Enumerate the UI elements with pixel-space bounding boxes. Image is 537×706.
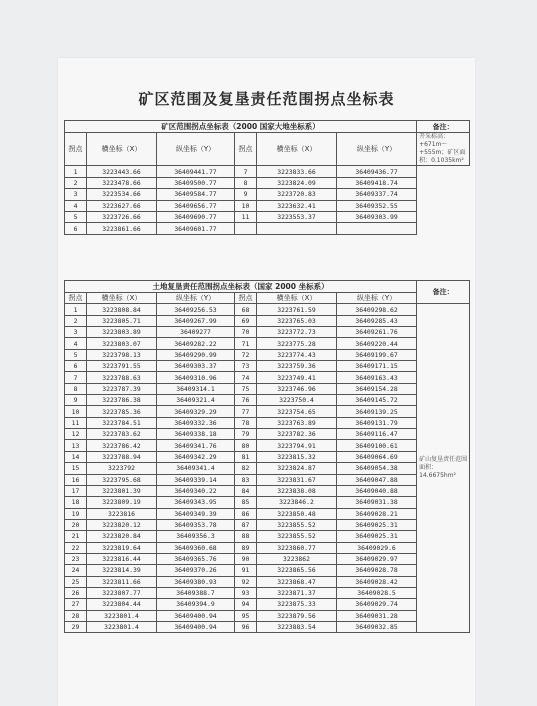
table-cell: 3223860.77 — [257, 542, 337, 553]
table-row — [65, 417, 470, 428]
table-cell: 94 — [235, 599, 257, 610]
table-cell: 13 — [65, 440, 87, 451]
table-cell: 3223746.96 — [257, 383, 337, 394]
table-cell: 3223759.36 — [257, 361, 337, 372]
table-cell: 78 — [235, 417, 257, 428]
table-cell: 3223774.43 — [257, 349, 337, 360]
table-cell: 36409277 — [157, 327, 235, 338]
table-cell: 3223794.91 — [257, 440, 337, 451]
table-cell: 36409261.76 — [337, 327, 417, 338]
table-cell: 3223801.4 — [87, 610, 157, 621]
table-cell: 36409388.7 — [157, 587, 235, 598]
table-cell: 4 — [65, 338, 87, 349]
column-header: 纵坐标（Y） — [337, 293, 417, 304]
table-cell: 3223831.67 — [257, 474, 337, 485]
table-cell: 36409329.29 — [157, 406, 235, 417]
table-cell: 3223824.87 — [257, 463, 337, 474]
table-cell: 3223720.83 — [257, 189, 337, 200]
table-cell: 79 — [235, 429, 257, 440]
reclamation-coordinates-table — [64, 280, 470, 633]
table-cell: 3223824.09 — [257, 177, 337, 188]
table-cell: 3223807.77 — [87, 587, 157, 598]
column-header: 横坐标（X） — [87, 133, 157, 166]
table-cell: 36409332.36 — [157, 417, 235, 428]
table-row — [65, 349, 470, 360]
table-cell: 3223875.33 — [257, 599, 337, 610]
table-cell: 3223805.71 — [87, 315, 157, 326]
table-cell: 3223443.66 — [87, 166, 157, 177]
table-cell: 36409303.37 — [157, 361, 235, 372]
table-cell: 36409338.18 — [157, 429, 235, 440]
table-cell: 3223786.38 — [87, 395, 157, 406]
column-header: 拐点 — [235, 293, 257, 304]
table-row — [65, 587, 470, 598]
table-cell: 11 — [65, 417, 87, 428]
table-cell: 16 — [65, 474, 87, 485]
table-cell: 76 — [235, 395, 257, 406]
column-header: 拐点 — [235, 133, 257, 166]
table-cell: 36409163.43 — [337, 372, 417, 383]
table-cell: 3223816.44 — [87, 553, 157, 564]
table-cell: 36409353.78 — [157, 519, 235, 530]
table-cell: 9 — [65, 395, 87, 406]
document-page — [58, 58, 475, 706]
table-cell — [337, 223, 417, 234]
column-header: 拐点 — [65, 293, 87, 304]
table-cell: 36409303.99 — [337, 211, 417, 222]
table-cell: 3223820.84 — [87, 531, 157, 542]
table-cell: 8 — [235, 177, 257, 188]
table-cell: 3223788.63 — [87, 372, 157, 383]
table-cell: 3223792 — [87, 463, 157, 474]
table-cell: 36409400.94 — [157, 621, 235, 632]
table-row — [65, 610, 470, 621]
table-row — [65, 531, 470, 542]
table-cell: 3223855.52 — [257, 519, 337, 530]
table-cell: 3 — [65, 327, 87, 338]
table-cell: 3223838.08 — [257, 485, 337, 496]
table-cell: 21 — [65, 531, 87, 542]
table-cell: 36409285.43 — [337, 315, 417, 326]
page-title: 矿区范围及复垦责任范围拐点坐标表 — [138, 90, 395, 108]
table-cell: 36409418.74 — [337, 177, 417, 188]
table-cell: 36409310.96 — [157, 372, 235, 383]
table-cell: 3223772.73 — [257, 327, 337, 338]
table-row — [65, 406, 470, 417]
remark-cell: 矿山复垦责任范围面积：14.6675hm² — [417, 304, 470, 633]
table-cell: 36409100.61 — [337, 440, 417, 451]
table-cell: 3223788.94 — [87, 451, 157, 462]
table-cell: 23 — [65, 553, 87, 564]
table-row — [65, 599, 470, 610]
table-cell: 36409032.85 — [337, 621, 417, 632]
table-cell: 3223820.12 — [87, 519, 157, 530]
table-cell: 29 — [65, 621, 87, 632]
table-cell: 36409339.14 — [157, 474, 235, 485]
table-cell: 3223808.84 — [87, 304, 157, 315]
table-cell: 3223553.37 — [257, 211, 337, 222]
table-row — [65, 519, 470, 530]
table-cell: 1 — [65, 166, 87, 177]
table-cell: 36409656.77 — [157, 200, 235, 211]
table-cell: 3223534.66 — [87, 189, 157, 200]
table-cell: 36409356.3 — [157, 531, 235, 542]
table-cell: 36409342.29 — [157, 451, 235, 462]
table-cell: 2 — [65, 315, 87, 326]
table-cell: 36409256.53 — [157, 304, 235, 315]
table-row — [65, 565, 470, 576]
table-cell: 36409365.76 — [157, 553, 235, 564]
table-row — [65, 200, 470, 211]
table-cell: 3223782.36 — [257, 429, 337, 440]
table-cell: 36409031.28 — [337, 610, 417, 621]
table-cell: 36409400.94 — [157, 610, 235, 621]
table-cell: 6 — [65, 361, 87, 372]
table-row — [65, 304, 470, 315]
table-cell: 2 — [65, 177, 87, 188]
table-cell: 70 — [235, 327, 257, 338]
table-cell: 77 — [235, 406, 257, 417]
table-cell: 85 — [235, 497, 257, 508]
table-cell: 3223783.62 — [87, 429, 157, 440]
table-cell: 36409116.47 — [337, 429, 417, 440]
table-row — [65, 440, 470, 451]
table-cell: 80 — [235, 440, 257, 451]
table-cell: 3223814.39 — [87, 565, 157, 576]
table-row — [65, 508, 470, 519]
table-cell: 3223786.42 — [87, 440, 157, 451]
table-cell: 3223883.54 — [257, 621, 337, 632]
table-cell: 36409054.38 — [337, 463, 417, 474]
table-cell: 3223775.28 — [257, 338, 337, 349]
table-row — [65, 451, 470, 462]
table-cell: 95 — [235, 610, 257, 621]
table-cell: 3223754.65 — [257, 406, 337, 417]
table-cell: 81 — [235, 451, 257, 462]
table-cell: 36409040.88 — [337, 485, 417, 496]
table-cell: 36409337.74 — [337, 189, 417, 200]
table-cell: 68 — [235, 304, 257, 315]
column-header: 纵坐标（Y） — [157, 133, 235, 166]
table-cell: 3223803.07 — [87, 338, 157, 349]
table-row — [65, 395, 470, 406]
remark-cell: 开采标高：+671m～+555m；矿区面积：0.1035km² — [417, 133, 470, 166]
table-cell: 73 — [235, 361, 257, 372]
table-cell: 3223765.03 — [257, 315, 337, 326]
table-row — [65, 338, 470, 349]
table-cell: 36409380.93 — [157, 576, 235, 587]
table-row — [65, 372, 470, 383]
table-cell: 36409031.38 — [337, 497, 417, 508]
table-cell: 3223798.13 — [87, 349, 157, 360]
table-cell: 90 — [235, 553, 257, 564]
table-cell: 3223809.19 — [87, 497, 157, 508]
table-cell: 36409154.28 — [337, 383, 417, 394]
table-cell: 3223861.66 — [87, 223, 157, 234]
table-row — [65, 621, 470, 632]
table-row — [65, 211, 470, 222]
table-cell: 3223787.39 — [87, 383, 157, 394]
table-cell: 22 — [65, 542, 87, 553]
table-row — [65, 177, 470, 188]
table-cell: 36409370.26 — [157, 565, 235, 576]
table-cell: 3223846.2 — [257, 497, 337, 508]
table-cell: 36409290.99 — [157, 349, 235, 360]
column-header: 横坐标（X） — [257, 293, 337, 304]
table-cell: 14 — [65, 451, 87, 462]
table-row — [65, 485, 470, 496]
table-cell: 3223862 — [257, 553, 337, 564]
table-cell: 3223726.66 — [87, 211, 157, 222]
table-cell: 84 — [235, 485, 257, 496]
table-cell: 71 — [235, 338, 257, 349]
table-cell: 36409145.72 — [337, 395, 417, 406]
table-row — [65, 383, 470, 394]
column-header: 纵坐标（Y） — [157, 293, 235, 304]
table-cell: 3223819.64 — [87, 542, 157, 553]
table-cell: 72 — [235, 349, 257, 360]
table-cell: 12 — [65, 429, 87, 440]
table-cell: 36409029.74 — [337, 599, 417, 610]
remark-header: 备注： — [417, 121, 470, 133]
table-cell: 36409343.95 — [157, 497, 235, 508]
table-cell: 36409029.97 — [337, 553, 417, 564]
table-cell: 17 — [65, 485, 87, 496]
table-cell: 36409171.15 — [337, 361, 417, 372]
table-cell: 5 — [65, 211, 87, 222]
table-cell — [235, 223, 257, 234]
table-cell: 1 — [65, 304, 87, 315]
table-cell: 20 — [65, 519, 87, 530]
table-row — [65, 315, 470, 326]
table-cell: 18 — [65, 497, 87, 508]
table-cell: 36409394.9 — [157, 599, 235, 610]
table-cell: 36409340.22 — [157, 485, 235, 496]
table-caption: 矿区范围拐点坐标表（2000 国家大地坐标系） — [65, 121, 417, 133]
table-cell: 3223855.52 — [257, 531, 337, 542]
table-cell: 36409352.55 — [337, 200, 417, 211]
remark-header: 备注： — [417, 281, 470, 304]
table-cell: 3223763.89 — [257, 417, 337, 428]
table-cell: 36409028.21 — [337, 508, 417, 519]
table-cell: 7 — [65, 372, 87, 383]
table-cell: 3223795.68 — [87, 474, 157, 485]
table-cell: 7 — [235, 166, 257, 177]
table-cell: 36409025.31 — [337, 531, 417, 542]
table-cell: 9 — [235, 189, 257, 200]
table-cell: 3223791.55 — [87, 361, 157, 372]
table-cell: 26 — [65, 587, 87, 598]
table-cell: 24 — [65, 565, 87, 576]
table-cell: 11 — [235, 211, 257, 222]
table-cell: 69 — [235, 315, 257, 326]
table-cell: 3223804.44 — [87, 599, 157, 610]
table-cell: 36409131.79 — [337, 417, 417, 428]
table-caption: 土地复垦责任范围拐点坐标表（国家 2000 坐标系） — [65, 281, 417, 293]
table-cell: 3223850.48 — [257, 508, 337, 519]
table-cell: 3223801.39 — [87, 485, 157, 496]
table-cell: 8 — [65, 383, 87, 394]
table-row — [65, 166, 470, 177]
table-cell: 3223833.66 — [257, 166, 337, 177]
mine-area-coordinates-table — [64, 120, 470, 235]
table-cell: 36409314.1 — [157, 383, 235, 394]
table-cell: 36409500.77 — [157, 177, 235, 188]
table-row — [65, 189, 470, 200]
table-cell: 3223871.37 — [257, 587, 337, 598]
table-row — [65, 429, 470, 440]
table-cell: 86 — [235, 508, 257, 519]
table-cell: 10 — [65, 406, 87, 417]
table-cell: 3223627.66 — [87, 200, 157, 211]
table-row — [65, 463, 470, 474]
table-cell: 36409298.62 — [337, 304, 417, 315]
table-row — [65, 361, 470, 372]
table-cell: 4 — [65, 200, 87, 211]
table-cell: 36409282.22 — [157, 338, 235, 349]
table-cell: 36409025.31 — [337, 519, 417, 530]
table-row — [65, 223, 470, 234]
table-cell: 3223865.56 — [257, 565, 337, 576]
table-cell: 75 — [235, 383, 257, 394]
column-header: 横坐标（X） — [87, 293, 157, 304]
table-cell: 36409047.88 — [337, 474, 417, 485]
table-cell: 36409321.4 — [157, 395, 235, 406]
table-cell: 36409601.77 — [157, 223, 235, 234]
table-cell: 6 — [65, 223, 87, 234]
table-cell: 3223801.4 — [87, 621, 157, 632]
table-cell: 91 — [235, 565, 257, 576]
column-header: 纵坐标（Y） — [337, 133, 417, 166]
table-cell: 92 — [235, 576, 257, 587]
table-cell: 87 — [235, 519, 257, 530]
table-cell: 36409028.78 — [337, 565, 417, 576]
table-cell: 36409029.6 — [337, 542, 417, 553]
table-cell: 3223750.4 — [257, 395, 337, 406]
table-cell: 36409028.5 — [337, 587, 417, 598]
table-cell: 36409349.39 — [157, 508, 235, 519]
table-cell: 83 — [235, 474, 257, 485]
table-cell: 74 — [235, 372, 257, 383]
table-cell: 3223816 — [87, 508, 157, 519]
table-cell: 36409441.77 — [157, 166, 235, 177]
table-cell: 36409064.69 — [337, 451, 417, 462]
table-cell: 93 — [235, 587, 257, 598]
table-row — [65, 542, 470, 553]
table-cell: 3223785.36 — [87, 406, 157, 417]
table-cell: 3223815.32 — [257, 451, 337, 462]
table-row — [65, 327, 470, 338]
table-cell: 36409360.68 — [157, 542, 235, 553]
table-cell — [257, 223, 337, 234]
table-cell: 36409341.4 — [157, 463, 235, 474]
table-cell: 3223879.56 — [257, 610, 337, 621]
table-cell: 36409220.44 — [337, 338, 417, 349]
table-cell: 27 — [65, 599, 87, 610]
table-row — [65, 497, 470, 508]
table-cell: 36409267.99 — [157, 315, 235, 326]
table-cell: 36409028.42 — [337, 576, 417, 587]
table-cell: 3223632.41 — [257, 200, 337, 211]
table-cell: 3223784.51 — [87, 417, 157, 428]
table-cell: 25 — [65, 576, 87, 587]
table-cell: 36409584.77 — [157, 189, 235, 200]
table-cell: 96 — [235, 621, 257, 632]
table-cell: 36409436.77 — [337, 166, 417, 177]
table-cell: 28 — [65, 610, 87, 621]
column-header: 拐点 — [65, 133, 87, 166]
table-cell: 36409690.77 — [157, 211, 235, 222]
table-cell: 19 — [65, 508, 87, 519]
table-cell: 3223761.59 — [257, 304, 337, 315]
table-cell: 36409199.67 — [337, 349, 417, 360]
column-header: 横坐标（X） — [257, 133, 337, 166]
table-cell: 15 — [65, 463, 87, 474]
table-cell: 3223749.41 — [257, 372, 337, 383]
table-cell: 36409139.25 — [337, 406, 417, 417]
table-cell: 5 — [65, 349, 87, 360]
table-cell: 3223811.66 — [87, 576, 157, 587]
table-cell: 3 — [65, 189, 87, 200]
table-cell: 89 — [235, 542, 257, 553]
table-row — [65, 553, 470, 564]
table-cell: 88 — [235, 531, 257, 542]
table-cell: 10 — [235, 200, 257, 211]
table-cell: 36409341.76 — [157, 440, 235, 451]
table-cell: 3223868.47 — [257, 576, 337, 587]
table-cell: 3223478.66 — [87, 177, 157, 188]
table-row — [65, 474, 470, 485]
table-cell: 82 — [235, 463, 257, 474]
table-row — [65, 576, 470, 587]
table-cell: 3223803.89 — [87, 327, 157, 338]
